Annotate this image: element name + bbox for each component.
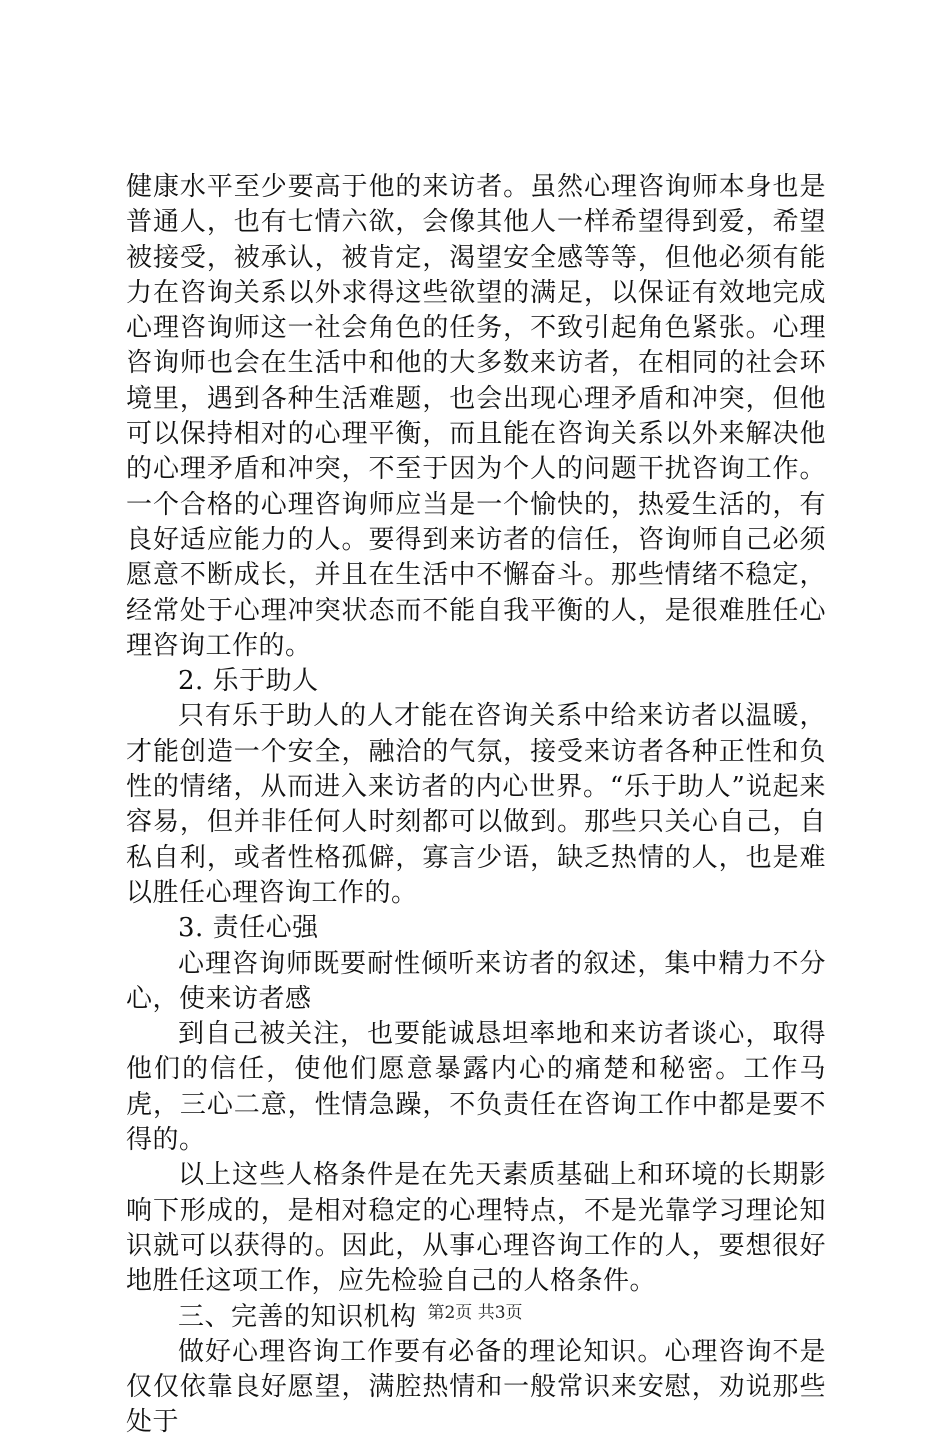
paragraph-personality-summary: 以上这些人格条件是在先天素质基础上和环境的长期影响下形成的，是相对稳定的心理特点，不是光靠学习理论知识就可以获得的。因此，从事心理咨询工作的人，要想很好地胜任这项工作，应先检验自己的人格条件。	[126, 1160, 826, 1297]
paragraph-responsibility-1: 心理咨询师既要耐性倾听来访者的叙述，集中精力不分心，使来访者感	[126, 948, 826, 1014]
paragraph-knowledge: 做好心理咨询工作要有必备的理论知识。心理咨询不是仅仅依靠良好愿望，满腔热情和一般常识来安慰，劝说那些处于	[126, 1336, 826, 1438]
section-heading-responsibility: 3. 责任心强	[178, 913, 319, 944]
section-heading-knowledge: 三、完善的知识机构	[178, 1301, 417, 1332]
body-text	[126, 170, 826, 1441]
paragraph-continued: 健康水平至少要高于他的来访者。虽然心理咨询师本身也是普通人，也有七情六欲，会像其他人一样希望得到爱，希望被接受，被承认，被肯定，渴望安全感等等，但他必须有能力在咨询关系以外求得这些欲望的满足，以保证有效地完成心理咨询师这一社会角色的任务，不致引起角色紧张。心理咨询师也会在生活中和他的大多数来访者，在相同的社会环境里，遇到各种生活难题，也会出现心理矛盾和冲突，但他可以保持相对的心理平衡，而且能在咨询关系以外来解决他的心理矛盾和冲突，不至于因为个人的问题干扰咨询工作。一个合格的心理咨询师应当是一个愉快的，热爱生活的，有良好适应能力的人。要得到来访者的信任，咨询师自己必须愿意不断成长，并且在生活中不懈奋斗。那些情绪不稳定，经常处于心理冲突状态而不能自我平衡的人，是很难胜任心理咨询工作的。	[126, 172, 826, 661]
paragraph-responsibility-2: 到自己被关注，也要能诚恳坦率地和来访者谈心，取得他们的信任，使他们愿意暴露内心的痛楚和秘密。工作马虎，三心二意，性情急躁，不负责任在咨询工作中都是要不得的。	[126, 1019, 826, 1156]
page-number-footer: 第2页 共3页	[427, 1303, 523, 1323]
section-heading-helpful: 2. 乐于助人	[178, 666, 319, 697]
paragraph-helpful: 只有乐于助人的人才能在咨询关系中给来访者以温暖，才能创造一个安全，融洽的气氛，接受来访者各种正性和负性的情绪，从而进入来访者的内心世界。“乐于助人”说起来容易，但并非任何人时刻都可以做到。那些只关心自己，自私自利，或者性格孤僻，寡言少语，缺乏热情的人，也是难以胜任心理咨询工作的。	[126, 701, 826, 908]
